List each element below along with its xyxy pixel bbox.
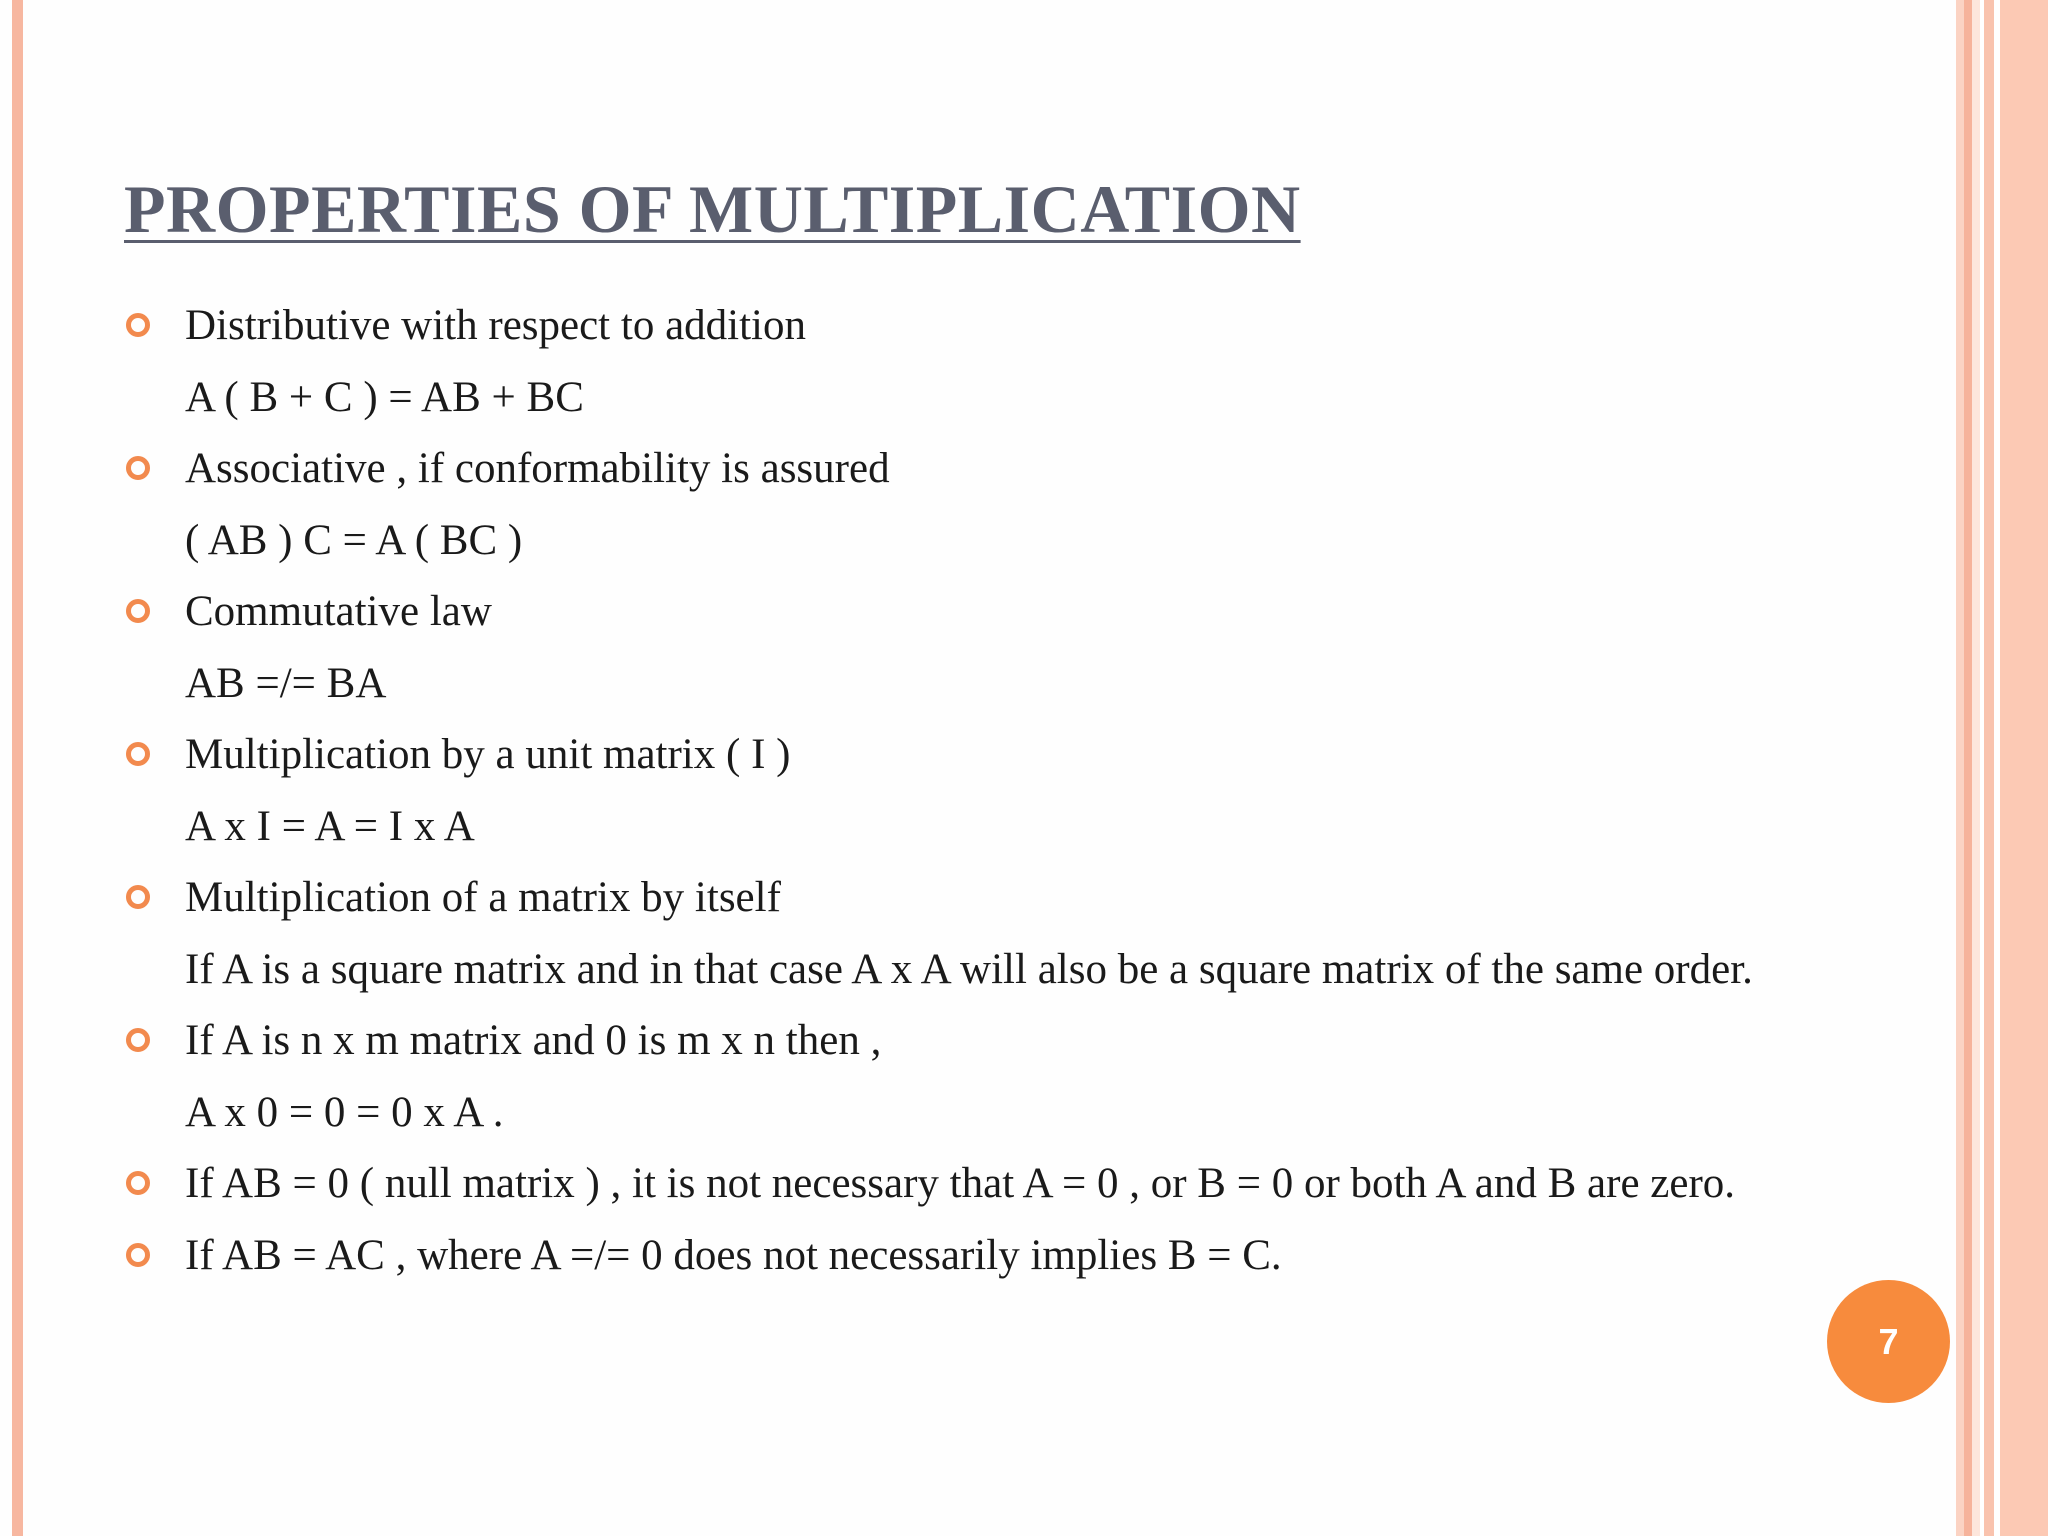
list-item-detail <box>124 648 1944 720</box>
list-item-detail <box>124 791 1944 863</box>
right-decorative-stripe <box>1984 0 1994 1536</box>
list-item <box>124 433 1944 505</box>
left-decorative-strip <box>12 0 23 1536</box>
list-item-detail <box>124 1077 1944 1149</box>
slide-title: PROPERTIES OF MULTIPLICATION <box>124 171 1301 247</box>
list-item-detail <box>124 362 1944 434</box>
list-item-text: Distributive with respect to addition <box>185 302 807 349</box>
circle-bullet-icon <box>126 1243 150 1267</box>
list-item <box>124 576 1944 648</box>
bullet-list <box>124 290 1944 1291</box>
circle-bullet-icon <box>126 456 150 480</box>
right-decorative-stripe <box>2000 0 2048 1536</box>
list-item <box>124 719 1944 791</box>
list-item <box>124 1005 1944 1077</box>
circle-bullet-icon <box>126 313 150 337</box>
list-item <box>124 1148 1944 1220</box>
formula-text: A x 0 = 0 = 0 x A . <box>185 1088 504 1136</box>
list-item-text: If A is n x m matrix and 0 is m x n then , <box>185 1017 882 1064</box>
circle-bullet-icon <box>126 885 150 909</box>
formula-text: AB =/= BA <box>185 659 387 707</box>
right-decorative-stripe <box>1956 0 1964 1536</box>
list-item-text: Multiplication of a matrix by itself <box>185 874 781 921</box>
formula-text: ( AB ) C = A ( BC ) <box>185 516 523 564</box>
detail-text: If A is a square matrix and in that case A x A will also be a square matrix of the same order. <box>185 945 1753 993</box>
formula-text: A ( B + C ) = AB + BC <box>185 373 584 421</box>
list-item-text: Multiplication by a unit matrix ( I ) <box>185 731 791 778</box>
list-item-text: If AB = AC , where A =/= 0 does not necessarily implies B = C. <box>185 1231 1282 1279</box>
list-item <box>124 1220 1944 1292</box>
circle-bullet-icon <box>126 1171 150 1195</box>
right-decorative-stripe <box>1964 0 1972 1536</box>
page-number-badge: 7 <box>1827 1280 1950 1403</box>
list-item-detail <box>124 934 1944 1006</box>
circle-bullet-icon <box>126 599 150 623</box>
list-item <box>124 862 1944 934</box>
list-item-text: Associative , if conformability is assured <box>185 445 890 492</box>
formula-text: A x I = A = I x A <box>185 802 475 850</box>
circle-bullet-icon <box>126 1028 150 1052</box>
list-item <box>124 290 1944 362</box>
list-item-text: Commutative law <box>185 588 492 635</box>
list-item-text: If AB = 0 ( null matrix ) , it is not necessary that A = 0 , or B = 0 or both A and B are zero. <box>185 1160 1736 1207</box>
circle-bullet-icon <box>126 742 150 766</box>
list-item-detail <box>124 505 1944 577</box>
right-decorative-stripe <box>1972 0 1980 1536</box>
